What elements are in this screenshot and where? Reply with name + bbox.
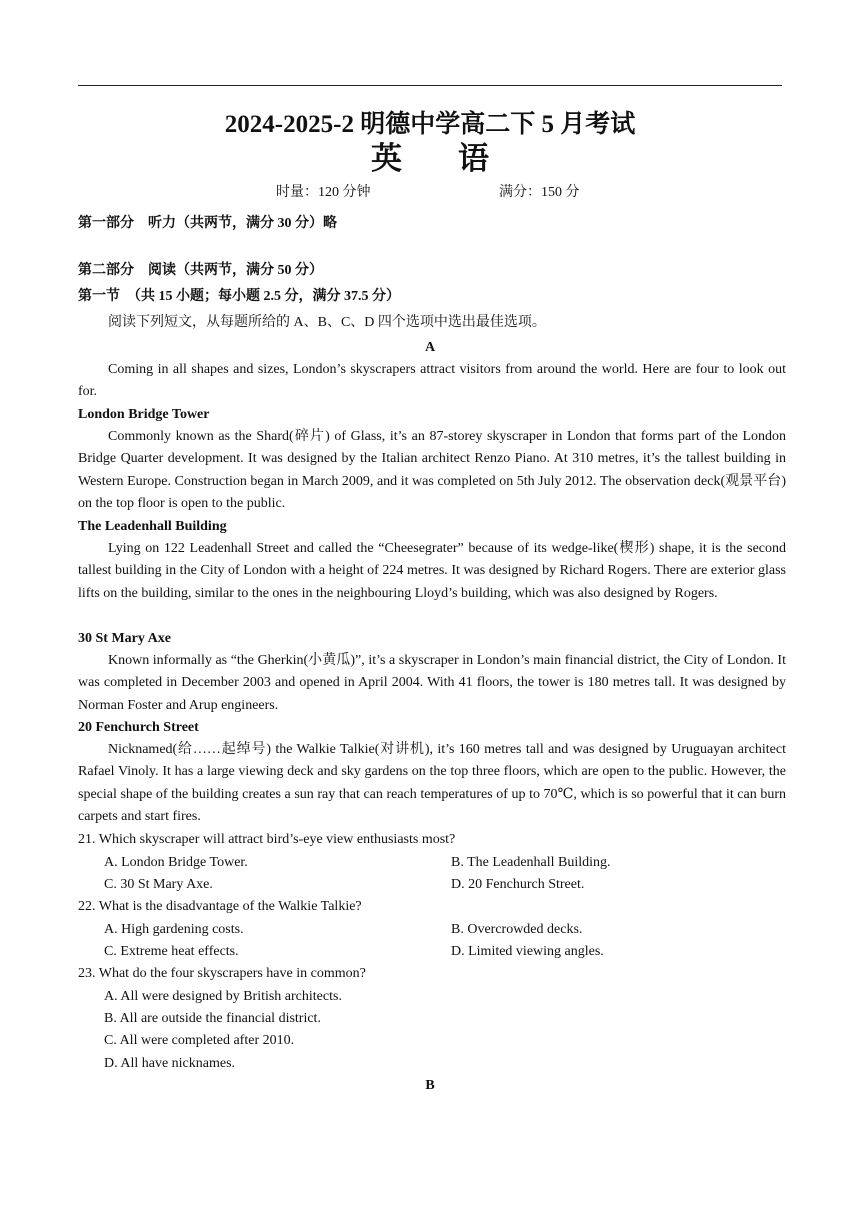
- question-option: C. Extreme heat effects.: [104, 944, 239, 959]
- part1-text: 第一部分 听力（共两节，满分 30 分）略: [78, 216, 337, 231]
- question-stem: 21. Which skyscraper will attract bird’s-eye view enthusiasts most?: [78, 832, 456, 847]
- section-heading: The Leadenhall Building: [78, 519, 227, 534]
- exam-title: 2024-2025-2 明德中学高二下 5 月考试: [224, 111, 636, 138]
- question-option: D. All have nicknames.: [104, 1056, 236, 1071]
- subject-title: [0, 141, 860, 177]
- passage-b-label: B: [425, 1078, 435, 1093]
- subject-char-1: 英: [371, 141, 402, 176]
- question-option: B. Overcrowded decks.: [451, 922, 583, 937]
- question-option: D. 20 Fenchurch Street.: [451, 877, 585, 892]
- question-option: A. All were designed by British architects.: [104, 989, 342, 1004]
- part2-heading: 第二部分 阅读（共两节，满分 50 分）: [78, 263, 323, 278]
- section-text: Nicknamed(给……起绰号) the Walkie Talkie(对讲机), it’s 160 metres tall and was designed by Uruguayan architect Rafael Vinoly. It has a large viewing deck and sky gardens on the top three floors, which are open to the public. However, the special shape of the building creates a sun ray that can reach temperatures of up to 70℃, which is so powerful that it can burn carpets and start fires.: [78, 742, 786, 825]
- question-option: C. All were completed after 2010.: [104, 1033, 295, 1048]
- question-option: C. 30 St Mary Axe.: [104, 877, 213, 892]
- time-limit: 时量：120 分钟: [276, 185, 371, 200]
- passage-a-label: A: [424, 340, 436, 355]
- full-score: 满分：150 分: [499, 185, 580, 200]
- reading-instruction: 阅读下列短文，从每题所给的 A、B、C、D 四个选项中选出最佳选项。: [108, 315, 546, 330]
- question-option: A. London Bridge Tower.: [104, 855, 248, 870]
- question-option: D. Limited viewing angles.: [451, 944, 604, 959]
- header-rule: [78, 85, 782, 86]
- section-text: Known informally as “the Gherkin(小黄瓜)”, it’s a skyscraper in London’s main financial district, the City of London. It was completed in December 2003 and opened in April 2004. With 41 floors, the tower is 180 metres tall. It was designed by Norman Foster and Arup engineers.: [78, 653, 786, 713]
- section-text: Commonly known as the Shard(碎片) of Glass, it’s an 87-storey skyscraper in London that forms part of the London Bridge Quarter development. It was designed by the Italian architect Renzo Piano. At 310 metres, it’s the tallest building in Western Europe. Construction began in March 2009, and it was completed on 5th July 2012. The observation deck(观景平台) on the top floor is open to the public.: [78, 429, 786, 512]
- section-text: Lying on 122 Leadenhall Street and called the “Cheesegrater” because of its wedge-like(楔形) shape, it is the second tallest building in the City of London with a height of 224 metres. It was designed by Richard Rogers. There are exterior glass lifts on the building, similar to the ones in the neighbouring Lloyd’s building, which was also designed by Rogers.: [78, 541, 786, 601]
- question-stem: 22. What is the disadvantage of the Walkie Talkie?: [78, 899, 362, 914]
- question-stem: 23. What do the four skyscrapers have in common?: [78, 966, 366, 981]
- question-option: B. All are outside the financial district.: [104, 1011, 321, 1026]
- section-heading: 30 St Mary Axe: [78, 631, 171, 646]
- passage-a-intro: Coming in all shapes and sizes, London’s skyscrapers attract visitors from around the world. Here are four to look out for.: [78, 362, 786, 400]
- section-heading: London Bridge Tower: [78, 407, 210, 422]
- part1-heading: [78, 214, 337, 234]
- question-option: A. High gardening costs.: [104, 922, 244, 937]
- subject-char-2: 语: [458, 141, 489, 176]
- section-heading: 20 Fenchurch Street: [78, 720, 199, 735]
- question-option: B. The Leadenhall Building.: [451, 855, 611, 870]
- section1-heading: 第一节 （共 15 小题；每小题 2.5 分，满分 37.5 分）: [78, 289, 400, 304]
